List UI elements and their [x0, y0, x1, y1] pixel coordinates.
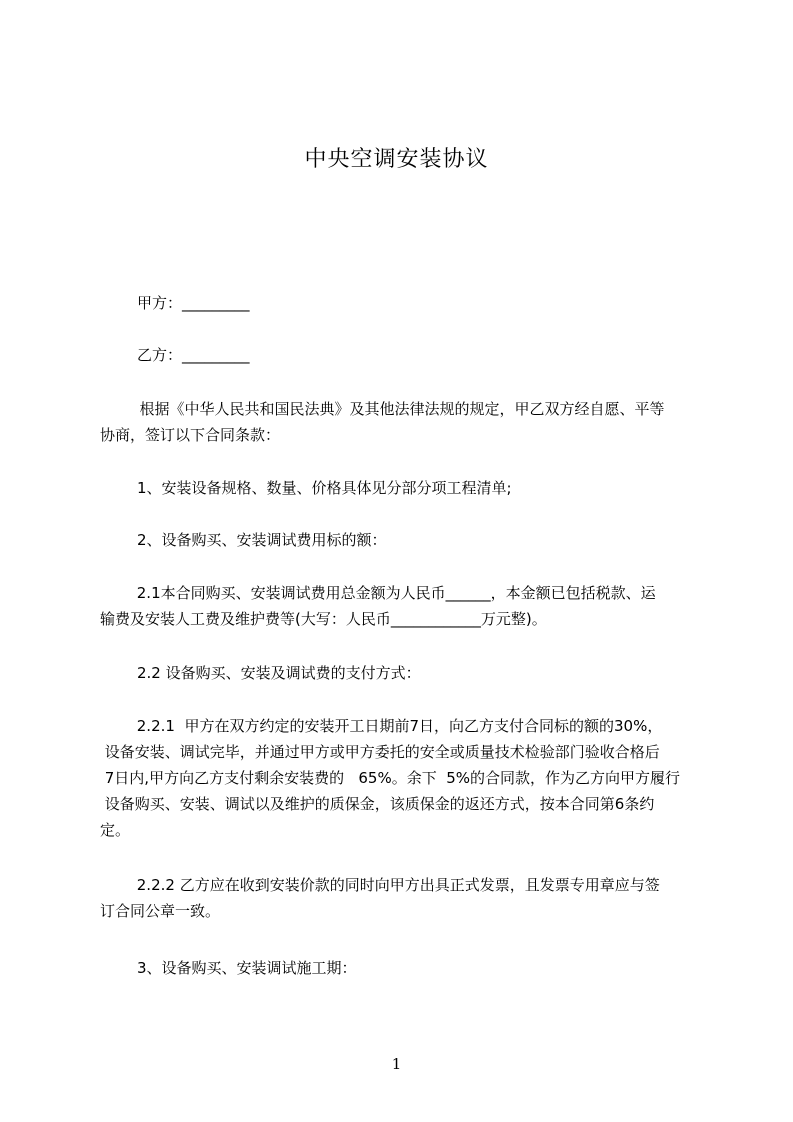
intro-paragraph — [100, 396, 700, 448]
document-title: 中央空调安装协议 — [304, 147, 489, 172]
clause-2-1-line-2: 输费及安装人工费及维护费等(大写：人民币____________万元整)。 — [100, 610, 547, 628]
party-b-line: 乙方：_________ — [137, 346, 250, 364]
page-number: 1 — [391, 1055, 402, 1073]
intro-line-2: 协商，签订以下合同条款： — [100, 426, 281, 444]
clause-2-2-2-line-2: 订合同公章一致。 — [100, 902, 221, 920]
clause-2-2-2-paragraph — [100, 872, 700, 924]
intro-line-1: 根据《中华人民共和国民法典》及其他法律法规的规定，甲乙双方经自愿、平等 — [130, 400, 665, 418]
clause-2-2-1-line-2: 设备安装、调试完毕，并通过甲方或甲方委托的安全或质量技术检验部门验收合格后 — [100, 743, 660, 761]
clause-2-2-1-paragraph — [100, 713, 700, 843]
party-a-line: 甲方：_________ — [137, 294, 250, 312]
clause-2-2: 2.2 设备购买、安装及调试费的支付方式： — [137, 664, 421, 682]
clause-2-2-1-line-5: 定。 — [100, 821, 131, 839]
clause-2-1-paragraph — [100, 580, 700, 632]
clause-2-2-1-line-3: 7日内,甲方向乙方支付剩余安装费的 65%。余下 5%的合同款，作为乙方向甲方履行 — [100, 769, 681, 787]
clause-2-2-2-line-1: 2.2.2 乙方应在收到安装价款的同时向甲方出具正式发票，且发票专用章应与签 — [132, 876, 660, 894]
clause-2-2-1-line-1: 2.2.1 甲方在双方约定的安装开工日期前7日，向乙方支付合同标的额的30%， — [132, 717, 663, 735]
clause-1: 1、安装设备规格、数量、价格具体见分部分项工程清单; — [137, 479, 512, 497]
clause-3: 3、设备购买、安装调试施工期： — [137, 959, 357, 977]
clause-2-2-1-line-4: 设备购买、安装、调试以及维护的质保金，该质保金的返还方式，按本合同第6条约 — [100, 795, 655, 813]
clause-2: 2、设备购买、安装调试费用标的额： — [137, 531, 387, 549]
clause-2-1-line-1: 2.1本合同购买、安装调试费用总金额为人民币______，本金额已包括税款、运 — [132, 584, 656, 602]
